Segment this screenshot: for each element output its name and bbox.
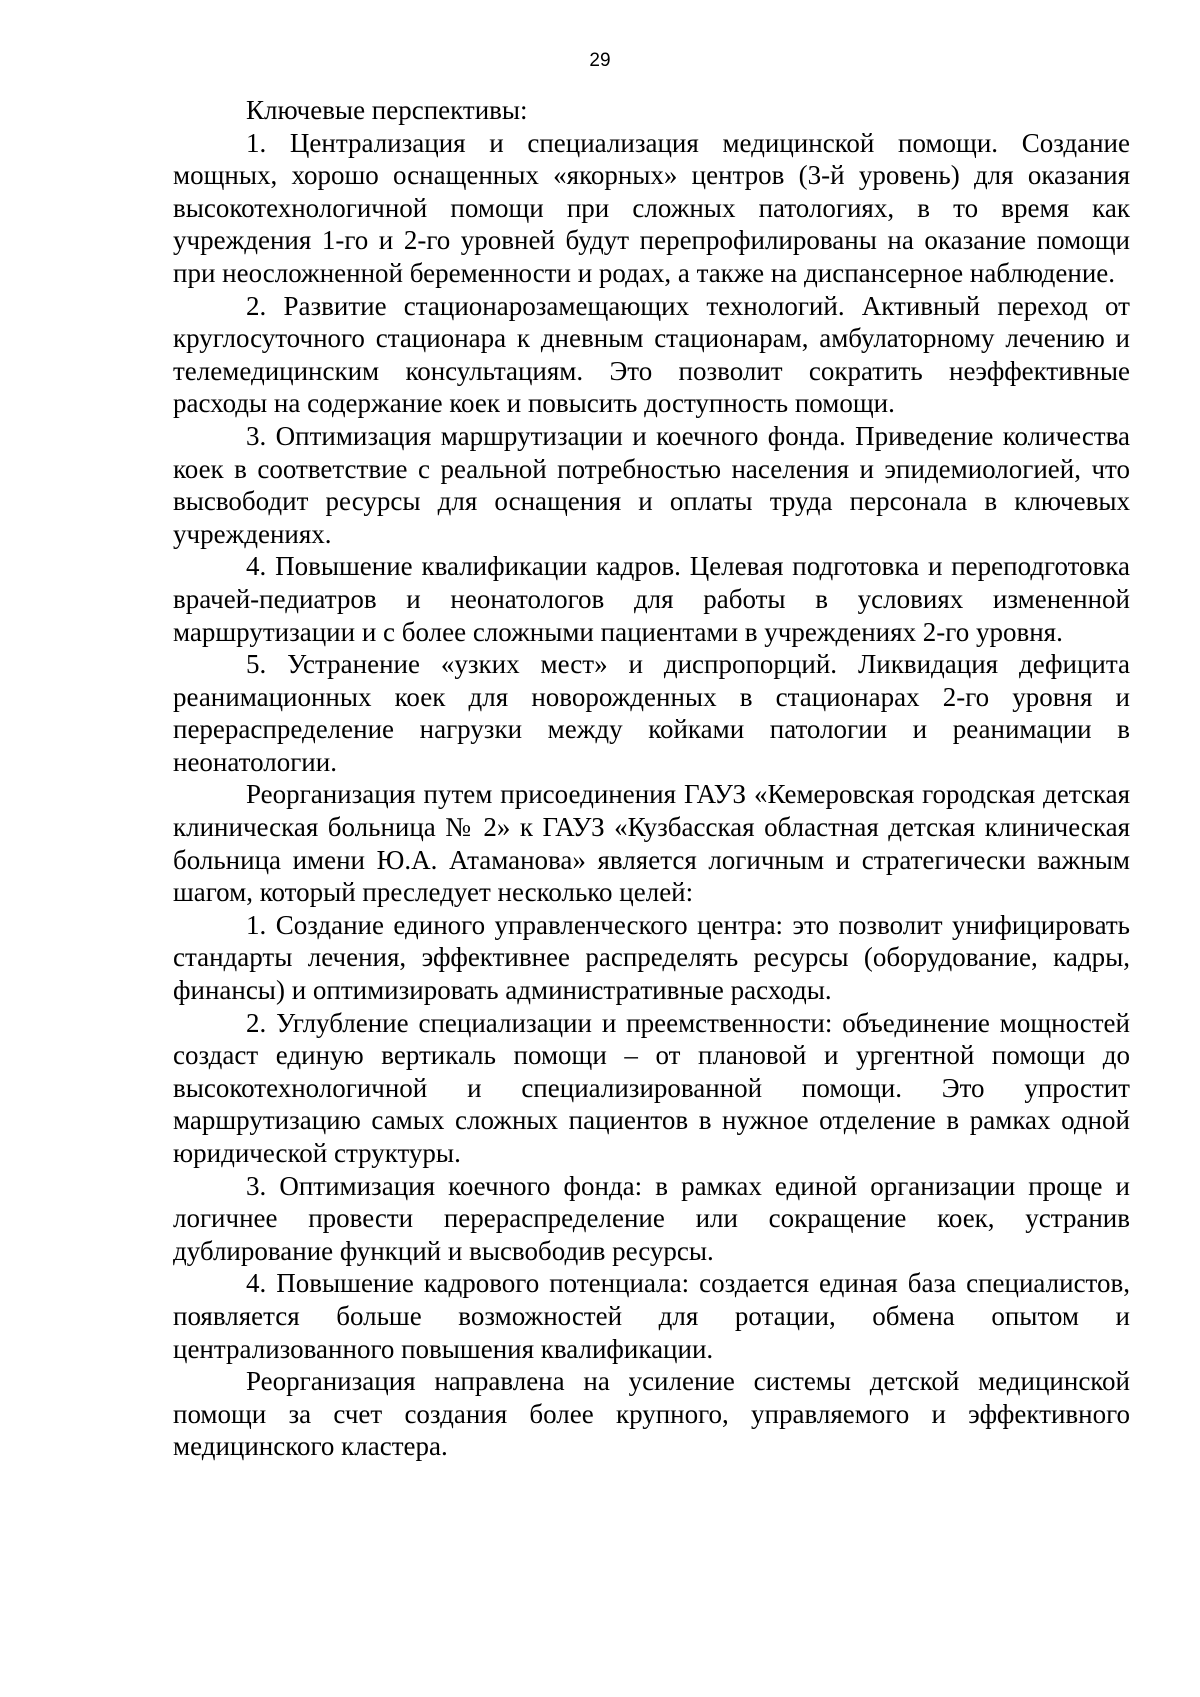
page-number: 29 — [589, 50, 611, 71]
body-text — [173, 94, 1130, 1463]
paragraph-conclusion: Реорганизация направлена на усиление системы детской медицинской помощи за счет создания более крупного, управляемого и эффективного медицинского кластера. — [173, 1366, 1130, 1462]
paragraph-goal-1: 1. Создание единого управленческого центра: это позволит унифицировать стандарты лечения, эффективнее распределять ресурсы (оборудование, кадры, финансы) и оптимизировать административные расходы. — [173, 909, 1130, 1006]
paragraph-intro: Ключевые перспективы: — [246, 95, 528, 125]
paragraph-goal-3: 3. Оптимизация коечного фонда: в рамках единой организации проще и логичнее провести перераспределение или сокращение коек, устранив дублирование функций и высвободив ресурсы. — [173, 1170, 1130, 1266]
paragraph-perspective-4: 4. Повышение квалификации кадров. Целевая подготовка и переподготовка врачей-педиатров и неонатологов для работы в условиях измененной маршрутизации и с более сложными пациентами в учреждениях 2-го уровня. — [173, 551, 1130, 647]
paragraph-perspective-3: 3. Оптимизация маршрутизации и коечного фонда. Приведение количества коек в соответствие с реальной потребностью населения и эпидемиологией, что высвободит ресурсы для оснащения и оплаты труда персонала в ключевых учреждениях. — [173, 420, 1130, 549]
paragraph-perspective-1: 1. Централизация и специализация медицинской помощи. Создание мощных, хорошо оснащенных «якорных» центров (3-й уровень) для оказания высокотехнологичной помощи при сложных патологиях, в то время как учреждения 1-го и 2-го уровней будут перепрофилированы на оказание помощи при неосложненной беременности и родах, а также на диспансерное наблюдение. — [173, 127, 1130, 288]
paragraph-perspective-5: 5. Устранение «узких мест» и диспропорций. Ликвидация дефицита реанимационных коек для новорожденных в стационарах 2-го уровня и перераспределение нагрузки между койками патологии и реанимации в неонатологии. — [173, 649, 1130, 777]
paragraph-goal-2: 2. Углубление специализации и преемственности: объединение мощностей создаст единую вертикаль помощи – от плановой и ургентной помощи до высокотехнологичной и специализированной помощи. Это упростит маршрутизацию самых сложных пациентов в нужное отделение в рамках одной юридической структуры. — [173, 1007, 1130, 1168]
paragraph-reorganization: Реорганизация путем присоединения ГАУЗ «Кемеровская городская детская клиническая больница № 2» к ГАУЗ «Кузбасская областная детская клиническая больница имени Ю.А. Атаманова» является логичным и стратегически важным шагом, который преследует несколько целей: — [173, 779, 1130, 908]
paragraph-goal-4: 4. Повышение кадрового потенциала: создается единая база специалистов, появляется больше возможностей для ротации, обмена опытом и централизованного повышения квалификации. — [173, 1268, 1130, 1364]
paragraph-perspective-2: 2. Развитие стационарозамещающих технологий. Активный переход от круглосуточного стационара к дневным стационарам, амбулаторному лечению и телемедицинским консультациям. Это позволит сократить неэффективные расходы на содержание коек и повысить доступность помощи. — [173, 290, 1130, 419]
